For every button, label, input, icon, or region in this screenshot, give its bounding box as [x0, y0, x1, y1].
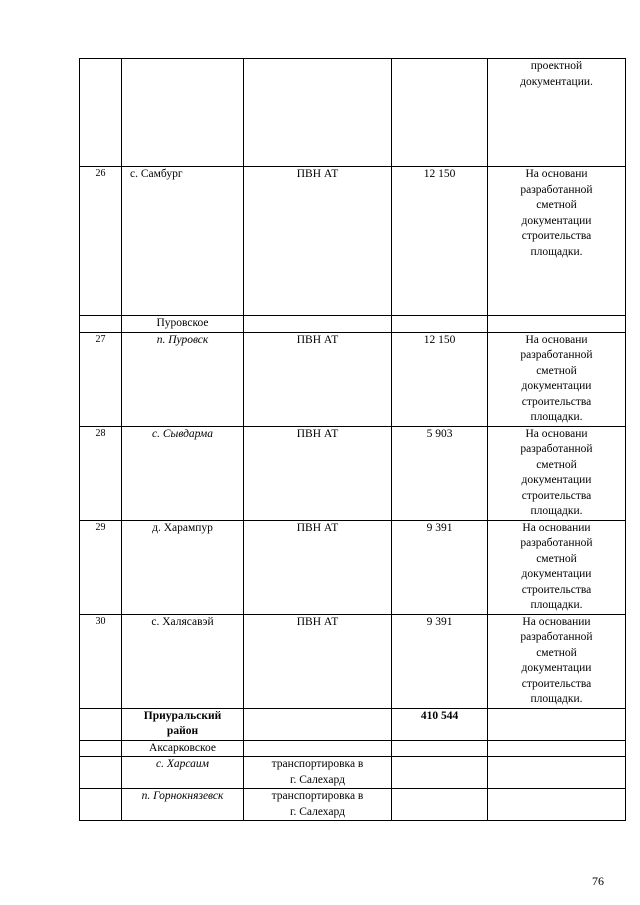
type-line: транспортировка в	[271, 758, 364, 770]
table-row	[80, 167, 626, 316]
equipment-type: ПВН АТ	[244, 332, 392, 426]
note-line: строительства	[521, 395, 592, 408]
district-name-line: Приуральский	[143, 709, 222, 722]
settlement-name: с. Сывдарма	[122, 426, 244, 520]
district-total: 410 544	[392, 708, 488, 740]
type-line: г. Салехард	[290, 773, 345, 786]
note-line: строительства	[521, 677, 592, 690]
note-line: разработанной	[520, 631, 593, 643]
cell-note	[488, 426, 626, 520]
cell-empty	[392, 316, 488, 333]
note-line: разработанной	[520, 183, 593, 196]
equipment-type	[244, 789, 392, 821]
settlement-name: с. Харсаим	[122, 757, 244, 789]
note-line: сметной	[536, 458, 577, 471]
cell-empty	[244, 708, 392, 740]
cell-empty	[244, 740, 392, 757]
cell-empty	[244, 316, 392, 333]
note-line: На основани	[525, 168, 588, 180]
note-line: документации	[521, 474, 592, 486]
note-line: документации	[521, 568, 592, 580]
note-line: документации.	[520, 75, 593, 88]
equipment-type: ПВН АТ	[244, 520, 392, 614]
cell-empty	[80, 316, 122, 333]
note-line: площадки.	[530, 693, 583, 705]
note-line: строительства	[521, 489, 592, 502]
municipality-name: Аксарковское	[122, 740, 244, 757]
cell-empty	[80, 757, 122, 789]
type-line: г. Салехард	[290, 805, 345, 818]
note-line: На основании	[522, 521, 591, 534]
note-line: На основани	[525, 427, 588, 440]
municipality-name: Пуровское	[122, 316, 244, 333]
note-line: На основании	[522, 615, 591, 628]
cell-note	[488, 167, 626, 316]
equipment-type	[244, 757, 392, 789]
cell-amount	[392, 59, 488, 167]
cell-empty	[488, 708, 626, 740]
settlement-name: п. Горнокнязевск	[122, 789, 244, 821]
cell-empty	[80, 708, 122, 740]
note-line: проектной	[530, 60, 583, 72]
equipment-type: ПВН АТ	[244, 167, 392, 316]
note-line: документации	[521, 214, 592, 227]
table-row-continuation	[80, 59, 626, 167]
cell-empty	[488, 789, 626, 821]
document-table	[79, 58, 626, 821]
row-number: 27	[80, 332, 122, 426]
cell-empty	[80, 740, 122, 757]
note-line: строительства	[521, 230, 592, 242]
cell-empty	[80, 789, 122, 821]
cell-empty	[392, 789, 488, 821]
settlement-name: д. Харампур	[122, 520, 244, 614]
page-number: 76	[592, 874, 604, 888]
row-number: 28	[80, 426, 122, 520]
row-number: 29	[80, 520, 122, 614]
note-line: площадки.	[530, 411, 583, 423]
cell-empty	[392, 740, 488, 757]
note-line: сметной	[536, 646, 577, 659]
district-name	[122, 708, 244, 740]
note-line: площадки.	[530, 599, 583, 611]
amount: 12 150	[392, 167, 488, 316]
cell-empty	[488, 757, 626, 789]
amount: 12 150	[392, 332, 488, 426]
cell-note	[488, 59, 626, 167]
cell-note	[488, 332, 626, 426]
note-line: сметной	[536, 364, 577, 377]
note-line: сметной	[536, 199, 577, 211]
cell-note	[488, 520, 626, 614]
note-line: строительства	[521, 583, 592, 596]
table-row	[80, 789, 626, 821]
type-line: транспортировка в	[271, 790, 364, 802]
table-row	[80, 332, 626, 426]
cell-empty	[392, 757, 488, 789]
district-name-line: район	[166, 725, 199, 737]
section-row	[80, 740, 626, 757]
row-number: 30	[80, 614, 122, 708]
district-row	[80, 708, 626, 740]
cell-num	[80, 59, 122, 167]
table-row	[80, 757, 626, 789]
settlement-name: с. Халясавэй	[122, 614, 244, 708]
note-line: разработанной	[520, 443, 593, 455]
note-line: сметной	[536, 552, 577, 565]
cell-note	[488, 614, 626, 708]
note-line: площадки.	[530, 505, 583, 517]
equipment-type: ПВН АТ	[244, 614, 392, 708]
table-row	[80, 426, 626, 520]
note-line: площадки.	[530, 245, 583, 258]
settlement-name: п. Пуровск	[122, 332, 244, 426]
table-row	[80, 614, 626, 708]
note-line: документации	[521, 662, 592, 674]
note-line: разработанной	[520, 349, 593, 361]
amount: 5 903	[392, 426, 488, 520]
cell-empty	[488, 316, 626, 333]
row-number: 26	[80, 167, 122, 316]
equipment-type: ПВН АТ	[244, 426, 392, 520]
cell-type	[244, 59, 392, 167]
note-line: документации	[521, 380, 592, 392]
cell-place	[122, 59, 244, 167]
amount: 9 391	[392, 520, 488, 614]
note-line: На основани	[525, 333, 588, 346]
section-row	[80, 316, 626, 333]
table-row	[80, 520, 626, 614]
cell-empty	[488, 740, 626, 757]
amount: 9 391	[392, 614, 488, 708]
note-line: разработанной	[520, 537, 593, 549]
settlement-name: с. Самбург	[122, 167, 244, 316]
